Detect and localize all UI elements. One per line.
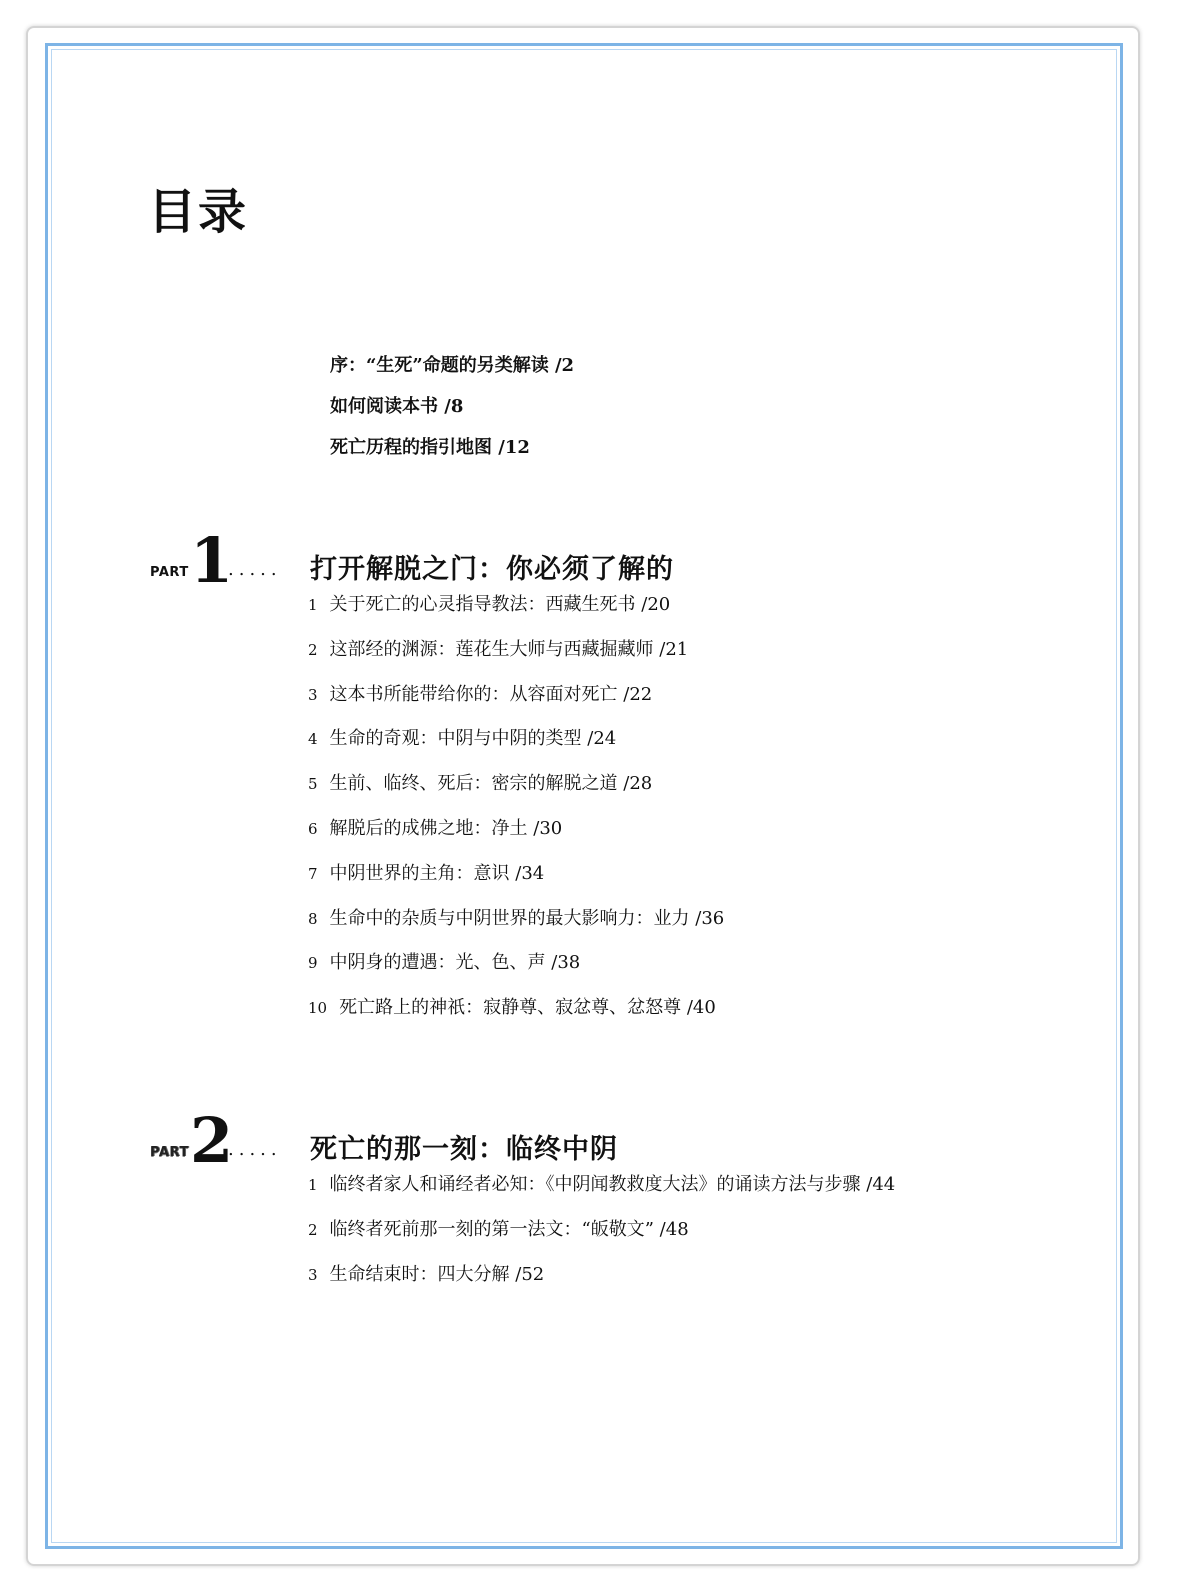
part-2-heading[interactable] [150,1100,895,1177]
toc-chapter[interactable] [308,769,724,814]
part-1-heading[interactable] [150,520,724,597]
leader-dots: ..... [228,1139,282,1160]
part-label: PART [150,1145,189,1160]
toc-chapter[interactable] [308,993,724,1038]
toc-chapter[interactable] [308,904,724,949]
chapter-number: 8 [308,909,318,928]
toc-chapter[interactable] [308,859,724,904]
toc-entry-preface[interactable]: 序：“生死”命题的另类解读 /2 [330,355,575,376]
chapter-title: 中阴世界的主角：意识 /34 [329,862,545,884]
toc-entry-how-to-read[interactable]: 如何阅读本书 /8 [330,396,464,417]
part-title: 死亡的那一刻：临终中阴 [310,1134,618,1165]
intro-list [330,352,574,475]
chapter-title: 生命中的杂质与中阴世界的最大影响力：业力 /36 [329,907,725,929]
chapter-number: 6 [308,819,318,838]
chapter-number: 4 [308,730,318,749]
chapter-title: 解脱后的成佛之地：净土 /30 [329,817,563,839]
part-2-section [150,1100,895,1304]
part-title: 打开解脱之门：你必须了解的 [310,554,674,585]
toc-chapter[interactable] [308,635,724,680]
chapter-number: 1 [308,596,318,614]
chapter-number: 7 [308,864,318,883]
chapter-title: 这部经的渊源：莲花生大师与西藏掘藏师 /21 [329,638,689,660]
toc-chapter[interactable] [308,1260,895,1305]
chapter-title: 关于死亡的心灵指导教法：西藏生死书 /20 [329,594,671,615]
toc-chapter[interactable] [308,948,724,993]
chapter-number: 2 [308,640,318,659]
chapter-number: 5 [308,775,318,794]
toc-chapter[interactable] [308,1170,895,1215]
chapter-number: 10 [308,999,328,1018]
toc-chapter[interactable] [308,814,724,859]
part-number: 1 [190,524,234,597]
chapter-title: 中阴身的遭遇：光、色、声 /38 [329,952,581,974]
chapter-title: 生命结束时：四大分解 /52 [329,1263,545,1285]
toc-chapter[interactable] [308,1215,895,1260]
chapter-number: 9 [308,954,318,973]
part-number: 2 [190,1104,234,1177]
part-2-chapter-list [308,1170,895,1304]
chapter-number: 2 [308,1220,318,1239]
chapter-number: 1 [308,1176,318,1194]
part-label: PART [150,565,189,580]
chapter-title: 生命的奇观：中阴与中阴的类型 /24 [329,728,617,750]
chapter-title: 死亡路上的神祇：寂静尊、寂忿尊、忿怒尊 /40 [339,997,716,1019]
part-1-chapter-list [308,590,724,1038]
part-1-section [150,520,724,1038]
chapter-number: 3 [308,1265,318,1284]
chapter-title: 生前、临终、死后：密宗的解脱之道 /28 [329,773,653,795]
page-title: 目录 [148,184,249,240]
toc-chapter[interactable] [308,590,724,635]
chapter-title: 这本书所能带给你的：从容面对死亡 /22 [329,683,653,705]
chapter-title: 临终者死前那一刻的第一法文：“皈敬文” /48 [329,1218,689,1240]
chapter-title: 临终者家人和诵经者必知：《中阴闻教救度大法》的诵读方法与步骤 /44 [329,1174,896,1195]
toc-chapter[interactable] [308,724,724,769]
toc-entry-guide-map[interactable]: 死亡历程的指引地图 /12 [330,437,530,458]
leader-dots: ..... [228,559,282,580]
toc-chapter[interactable] [308,680,724,725]
chapter-number: 3 [308,685,318,704]
